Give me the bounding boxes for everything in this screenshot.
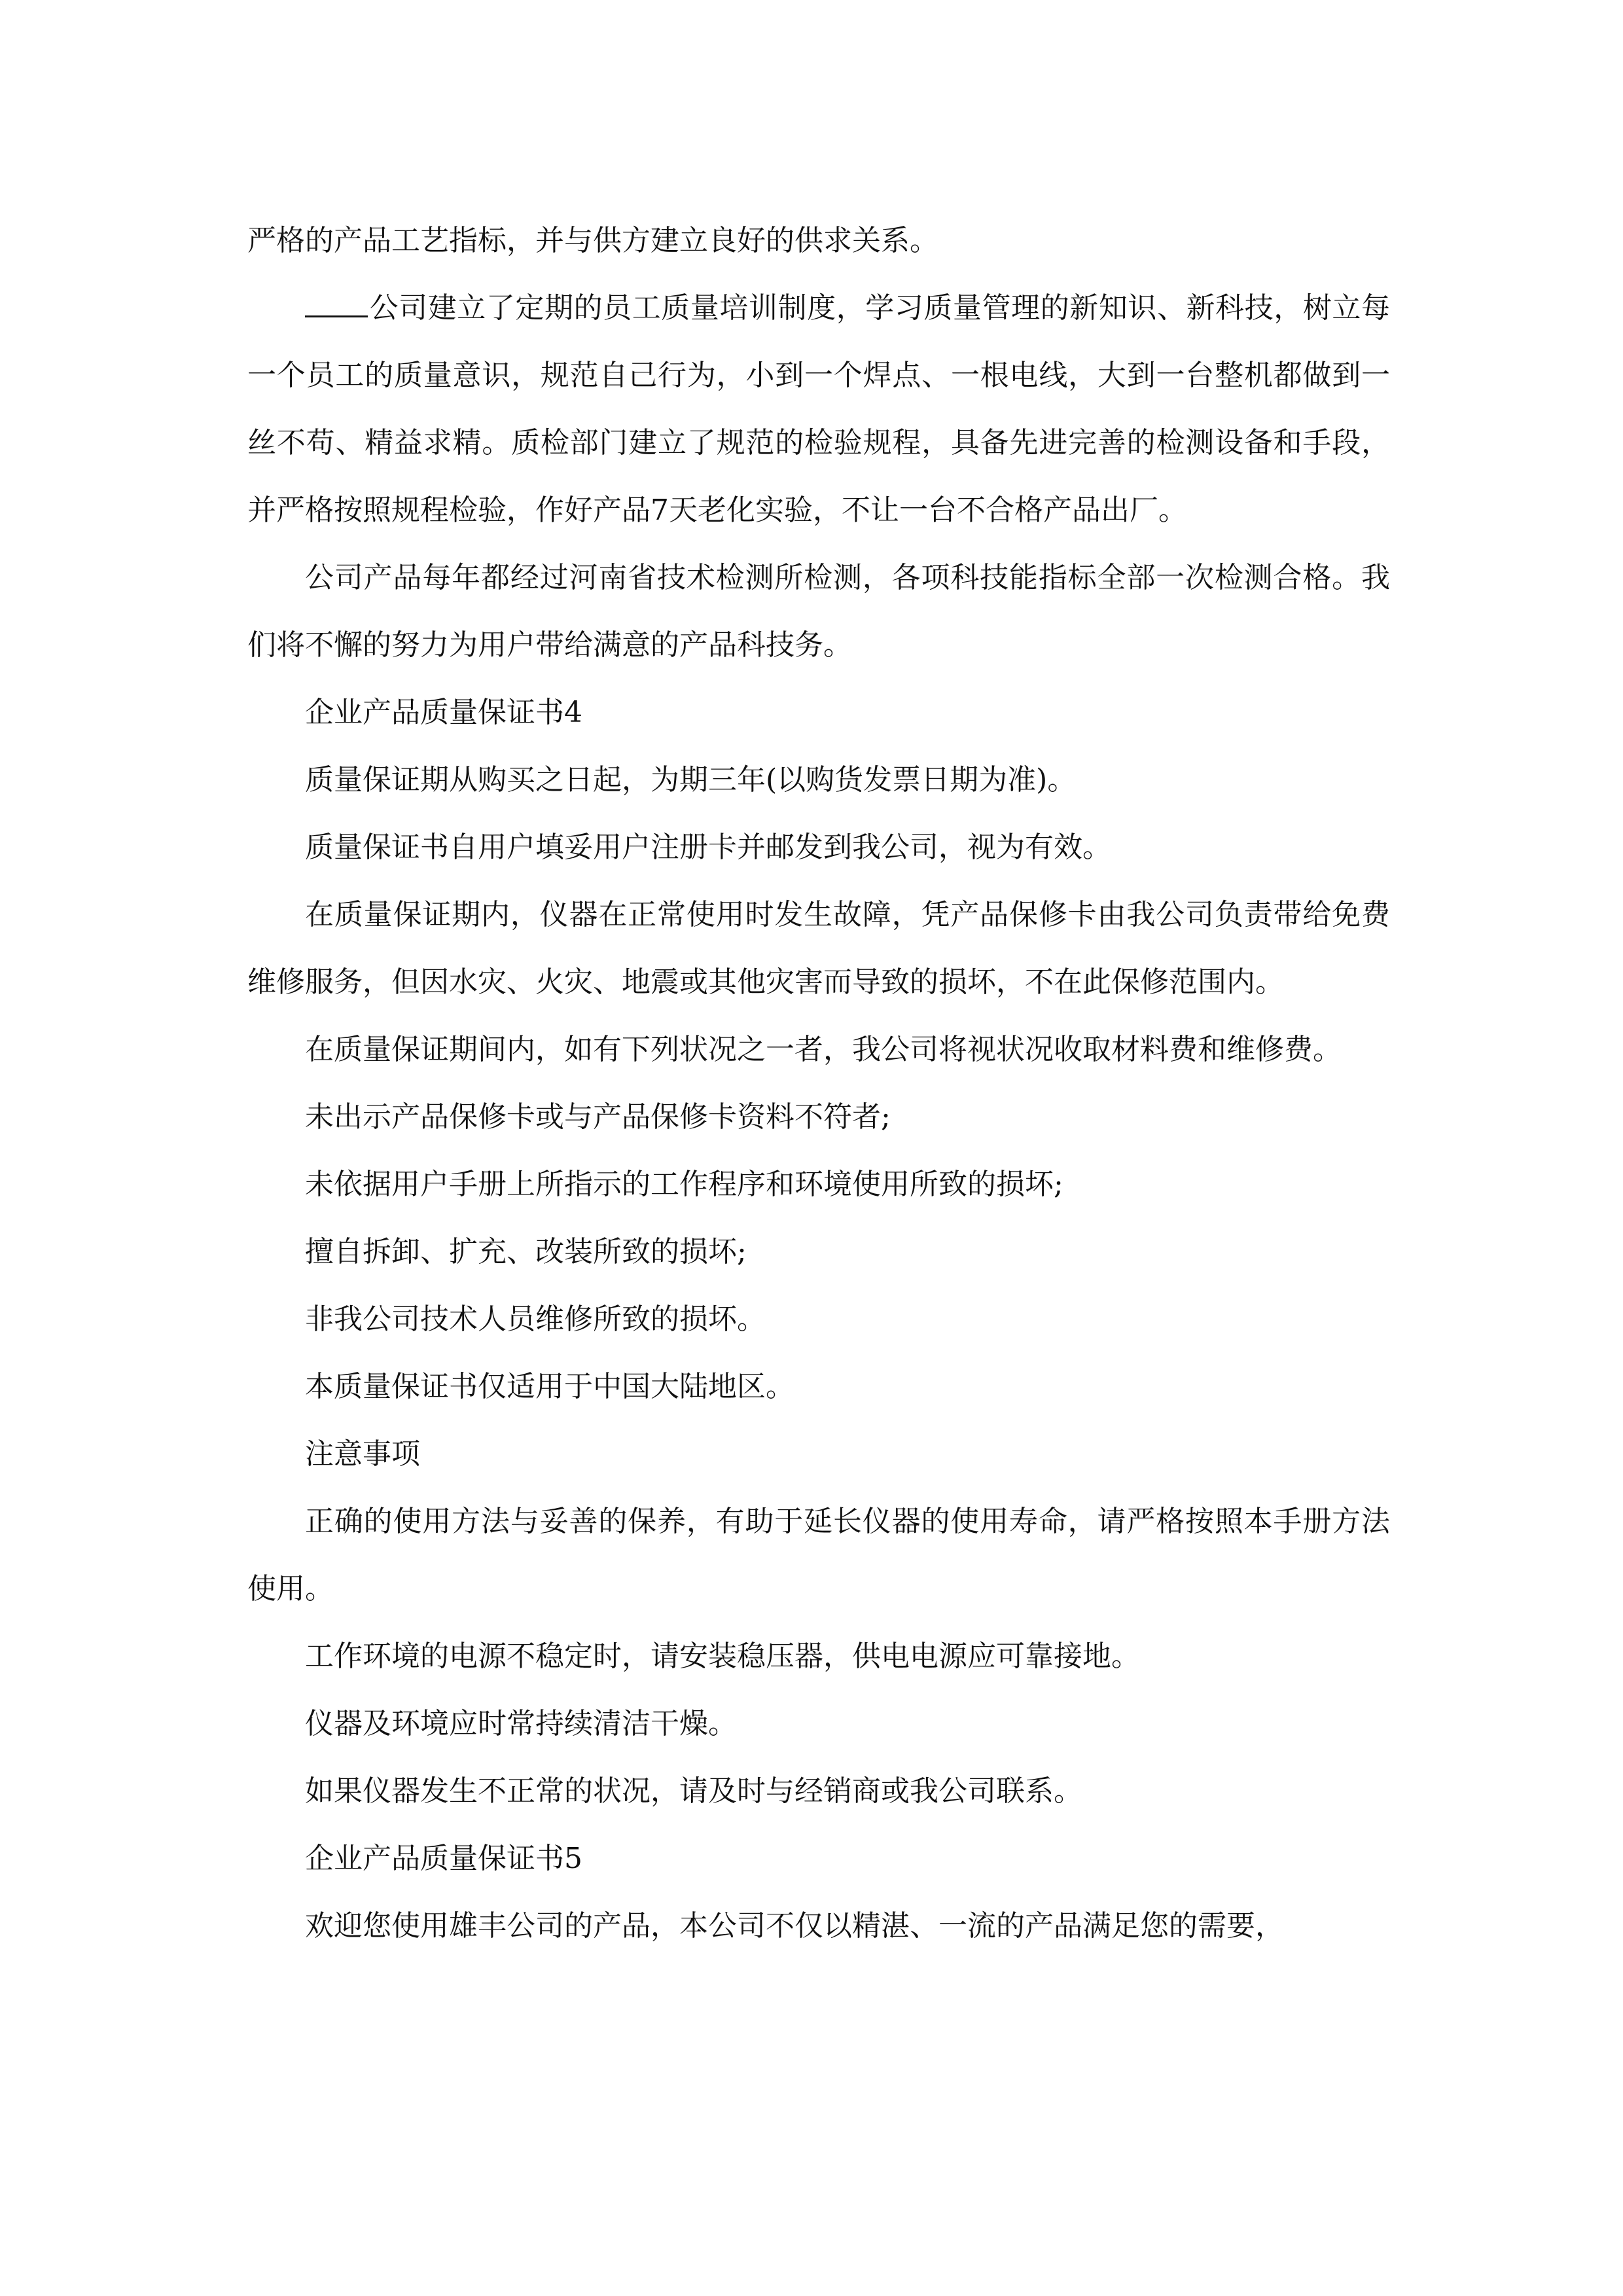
paragraph-clean: 仪器及环境应时常持续清洁干燥。 — [305, 1707, 737, 1740]
paragraph-continuation: 严格的产品工艺指标，并与供方建立良好的供求关系。 — [247, 224, 938, 257]
paragraph-training-text: 公司建立了定期的员工质量培训制度，学习质量管理的新知识、新科技，树立每一个员工的质量意识，规范自己行为，小到一个焊点、一根电线，大到一台整机都做到一丝不苟、精益求精。质检部门建立了规范的检验规程，具备先进完善的检测设备和手段，并严格按照规程检验，作好产品7天老化实验，不让一台不合格产品出厂。 — [247, 291, 1390, 527]
paragraph-warranty-valid: 质量保证书自用户填妥用户注册卡并邮发到我公司，视为有效。 — [305, 831, 1111, 864]
section-heading-4: 企业产品质量保证书4 — [305, 696, 582, 729]
paragraph-training — [247, 274, 1390, 544]
paragraph-contact: 如果仪器发生不正常的状况，请及时与经销商或我公司联系。 — [305, 1774, 1082, 1808]
fill-in-blank — [305, 313, 368, 317]
paragraph-inspection: 公司产品每年都经过河南省技术检测所检测，各项科技能指标全部一次检测合格。我们将不懈的努力为用户带给满意的产品科技务。 — [247, 561, 1390, 662]
paragraph-charged-repair: 在质量保证期间内，如有下列状况之一者，我公司将视状况收取材料费和维修费。 — [305, 1033, 1342, 1066]
list-item-misuse: 未依据用户手册上所指示的工作程序和环境使用所致的损坏; — [305, 1168, 1063, 1201]
paragraph-warranty-period: 质量保证期从购买之日起，为期三年(以购货发票日期为准)。 — [305, 763, 1077, 797]
list-item-unauthorized-repair: 非我公司技术人员维修所致的损坏。 — [305, 1302, 766, 1336]
paragraph-welcome: 欢迎您使用雄丰公司的产品，本公司不仅以精湛、一流的产品满足您的需要， — [305, 1909, 1284, 1943]
paragraph-free-repair: 在质量保证期内，仪器在正常使用时发生故障，凭产品保修卡由我公司负责带给免费维修服务，但因水灾、火灾、地震或其他灾害而导致的损坏，不在此保修范围内。 — [247, 898, 1390, 999]
paragraph-power: 工作环境的电源不稳定时，请安装稳压器，供电电源应可靠接地。 — [305, 1640, 1140, 1673]
list-item-no-card: 未出示产品保修卡或与产品保修卡资料不符者; — [305, 1100, 891, 1134]
paragraph-region: 本质量保证书仅适用于中国大陆地区。 — [305, 1370, 794, 1403]
document-body — [247, 207, 1390, 1960]
paragraph-maintenance: 正确的使用方法与妥善的保养，有助于延长仪器的使用寿命，请严格按照本手册方法使用。 — [247, 1505, 1390, 1605]
section-heading-5: 企业产品质量保证书5 — [305, 1842, 582, 1875]
section-heading-notes: 注意事项 — [305, 1437, 420, 1471]
list-item-disassembly: 擅自拆卸、扩充、改装所致的损坏; — [305, 1235, 747, 1268]
